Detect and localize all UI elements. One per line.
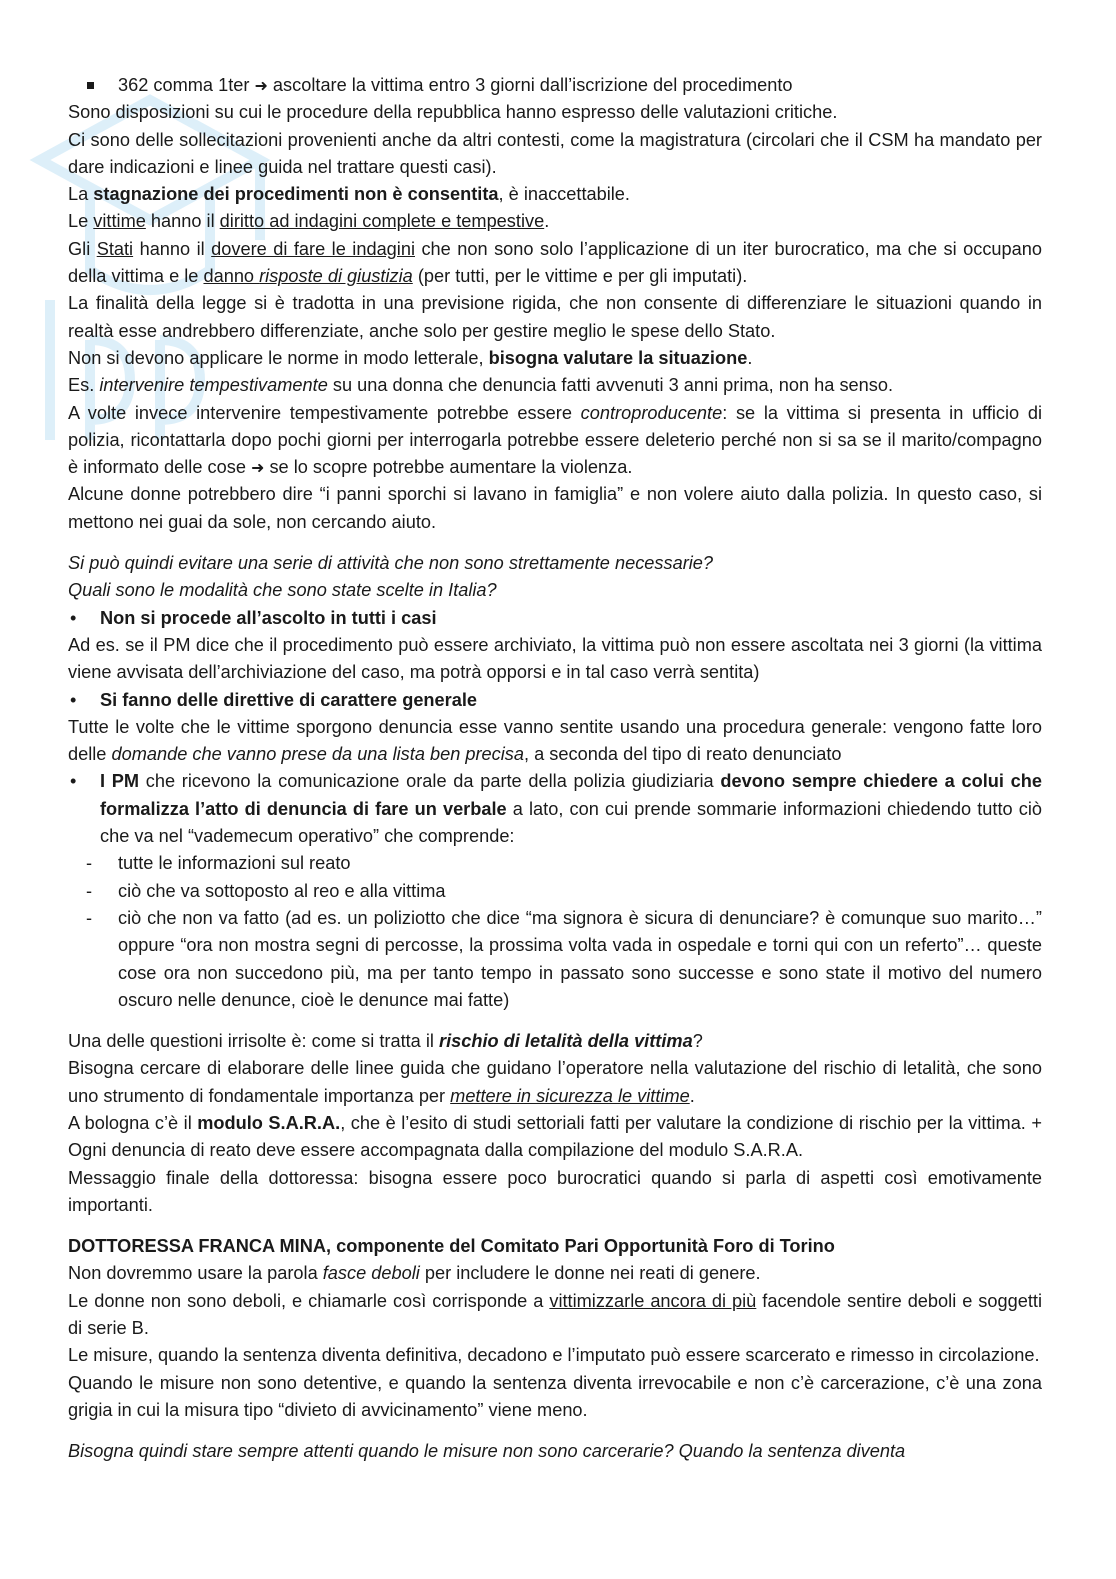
question: Quali sono le modalità che sono state scelte in Italia? (68, 580, 497, 601)
paragraph: A volte invece intervenire tempestivamente potrebbe essere controproducente: se la vittima si presenta in ufficio di polizia, ricontattarla dopo pochi giorni per interrogarla potrebbe essere deleterio perché non si sa se il marito/compagno è informato delle cose ➜ se lo scopre potrebbe aumentare la violenza. (68, 402, 1042, 478)
paragraph: Bisogna cercare di elaborare delle linee guida che guidano l’operatore nella valutazione del rischio di letalità, che sono uno strumento di fondamentale importanza per mettere in sicurezza le vittime. (68, 1058, 1042, 1106)
paragraph: A bologna c’è il modulo S.A.R.A., che è l’esito di studi settoriali fatti per valutare la condizione di rischio per la vittima. + Ogni denuncia di reato deve essere accompagnata dalla compilazione del modulo S.A.R.A. (68, 1112, 1042, 1161)
paragraph: La finalità della legge si è tradotta in una previsione rigida, che non consente di differenziare le situazioni quando in realtà esse andrebbero differenziate, anche solo per gestire meglio le spese dello Stato. (68, 293, 1042, 341)
paragraph: Le vittime hanno il diritto ad indagini complete e tempestive. (68, 211, 550, 232)
dash-item: - ciò che va sottoposto al reo e alla vittima (68, 878, 1042, 905)
bullet-icon: • (70, 607, 77, 628)
paragraph: Quando le misure non sono detentive, e quando la sentenza diventa irrevocabile e non c’è carcerazione, c’è una zona grigia in cui la misura tipo “divieto di avvicinamento” viene meno. (68, 1372, 1042, 1420)
bullet-item: • I PM che ricevono la comunicazione orale da parte della polizia giudiziaria devono sempre chiedere a colui che formalizza l’atto di denuncia di fare un verbale a lato, con cui prende sommarie informazioni chiedendo tutto ciò che va nel “vademecum operativo” che comprende: (68, 768, 1042, 850)
list-item: 362 comma 1ter ➜ ascoltare la vittima entro 3 giorni dall’iscrizione del procedimento (68, 72, 1042, 99)
paragraph: Messaggio finale della dottoressa: bisogna essere poco burocratici quando si parla di aspetti così emotivamente importanti. (68, 1167, 1042, 1215)
paragraph: Ci sono delle sollecitazioni provenienti anche da altri contesti, come la magistratura (circolari che il CSM ha mandato per dare indicazioni e linee guida nel trattare questi casi). (68, 129, 1042, 177)
bullet-icon: • (70, 689, 77, 710)
arrow-right-icon: ➜ (254, 76, 268, 95)
document-page (68, 72, 1042, 1466)
dash-item: - ciò che non va fatto (ad es. un poliziotto che dice “ma signora è sicura di denunciare? è comunque suo marito…” oppure “ora non mostra segni di percosse, la prossima volta vada in ospedale e torni qui con un referto”… queste cose ora non succedono più, ma per tanto tempo in passato sono successe e sono state il motivo del numero oscuro nelle denunce, cioè le denunce mai fatte) (68, 905, 1042, 1014)
paragraph: Gli Stati hanno il dovere di fare le indagini che non sono solo l’applicazione di un iter burocratico, ma che si occupano della vittima e le danno risposte di giustizia (per tutti, per le vittime e per gli imputati). (68, 238, 1043, 287)
paragraph: Alcune donne potrebbero dire “i panni sporchi si lavano in famiglia” e non volere aiuto dalla polizia. In questo caso, si mettono nei guai da sole, non cercando aiuto. (68, 484, 1042, 532)
arrow-right-icon: ➜ (251, 458, 265, 478)
dash-item: - tutte le informazioni sul reato (68, 850, 1042, 877)
paragraph: Le misure, quando la sentenza diventa definitiva, decadono e l’imputato può essere scarcerato e rimesso in circolazione. (68, 1345, 1040, 1366)
paragraph: Tutte le volte che le vittime sporgono denuncia esse vanno sentite usando una procedura generale: vengono fatte loro delle domande che vanno prese da una lista ben precisa, a seconda del tipo di reato denunciato (68, 716, 1042, 765)
paragraph: Una delle questioni irrisolte è: come si tratta il rischio di letalità della vittima? (68, 1031, 703, 1052)
paragraph: Non si devono applicare le norme in modo letterale, bisogna valutare la situazione. (68, 347, 753, 368)
question: Si può quindi evitare una serie di attività che non sono strettamente necessarie? (68, 553, 714, 574)
question: Bisogna quindi stare sempre attenti quando le misure non sono carcerarie? Quando la sentenza diventa (68, 1441, 906, 1462)
dash-icon: - (86, 907, 93, 928)
section-heading: DOTTORESSA FRANCA MINA, componente del Comitato Pari Opportunità Foro di Torino (68, 1236, 835, 1257)
bullet-heading: • Non si procede all’ascolto in tutti i casi (68, 605, 1042, 632)
bullet-icon: • (70, 771, 77, 792)
dash-icon: - (86, 853, 93, 874)
dash-icon: - (86, 880, 93, 901)
bullet-heading: • Si fanno delle direttive di carattere generale (68, 687, 1042, 714)
paragraph: Es. intervenire tempestivamente su una donna che denuncia fatti avvenuti 3 anni prima, non ha senso. (68, 375, 894, 396)
paragraph: Ad es. se il PM dice che il procedimento può essere archiviato, la vittima può non essere ascoltata nei 3 giorni (la vittima viene avvisata dell’archiviazione del caso, ma potrà opporsi e in tal caso verrà sentita) (68, 634, 1042, 683)
paragraph: Non dovremmo usare la parola fasce deboli per includere le donne nei reati di genere. (68, 1263, 761, 1284)
square-bullet-icon (87, 82, 94, 89)
paragraph: Sono disposizioni su cui le procedure della repubblica hanno espresso delle valutazioni critiche. (68, 102, 838, 123)
paragraph: La stagnazione dei procedimenti non è consentita, è inaccettabile. (68, 184, 630, 205)
paragraph: Le donne non sono deboli, e chiamarle così corrisponde a vittimizzarle ancora di più facendole sentire deboli e soggetti di serie B. (68, 1290, 1042, 1339)
